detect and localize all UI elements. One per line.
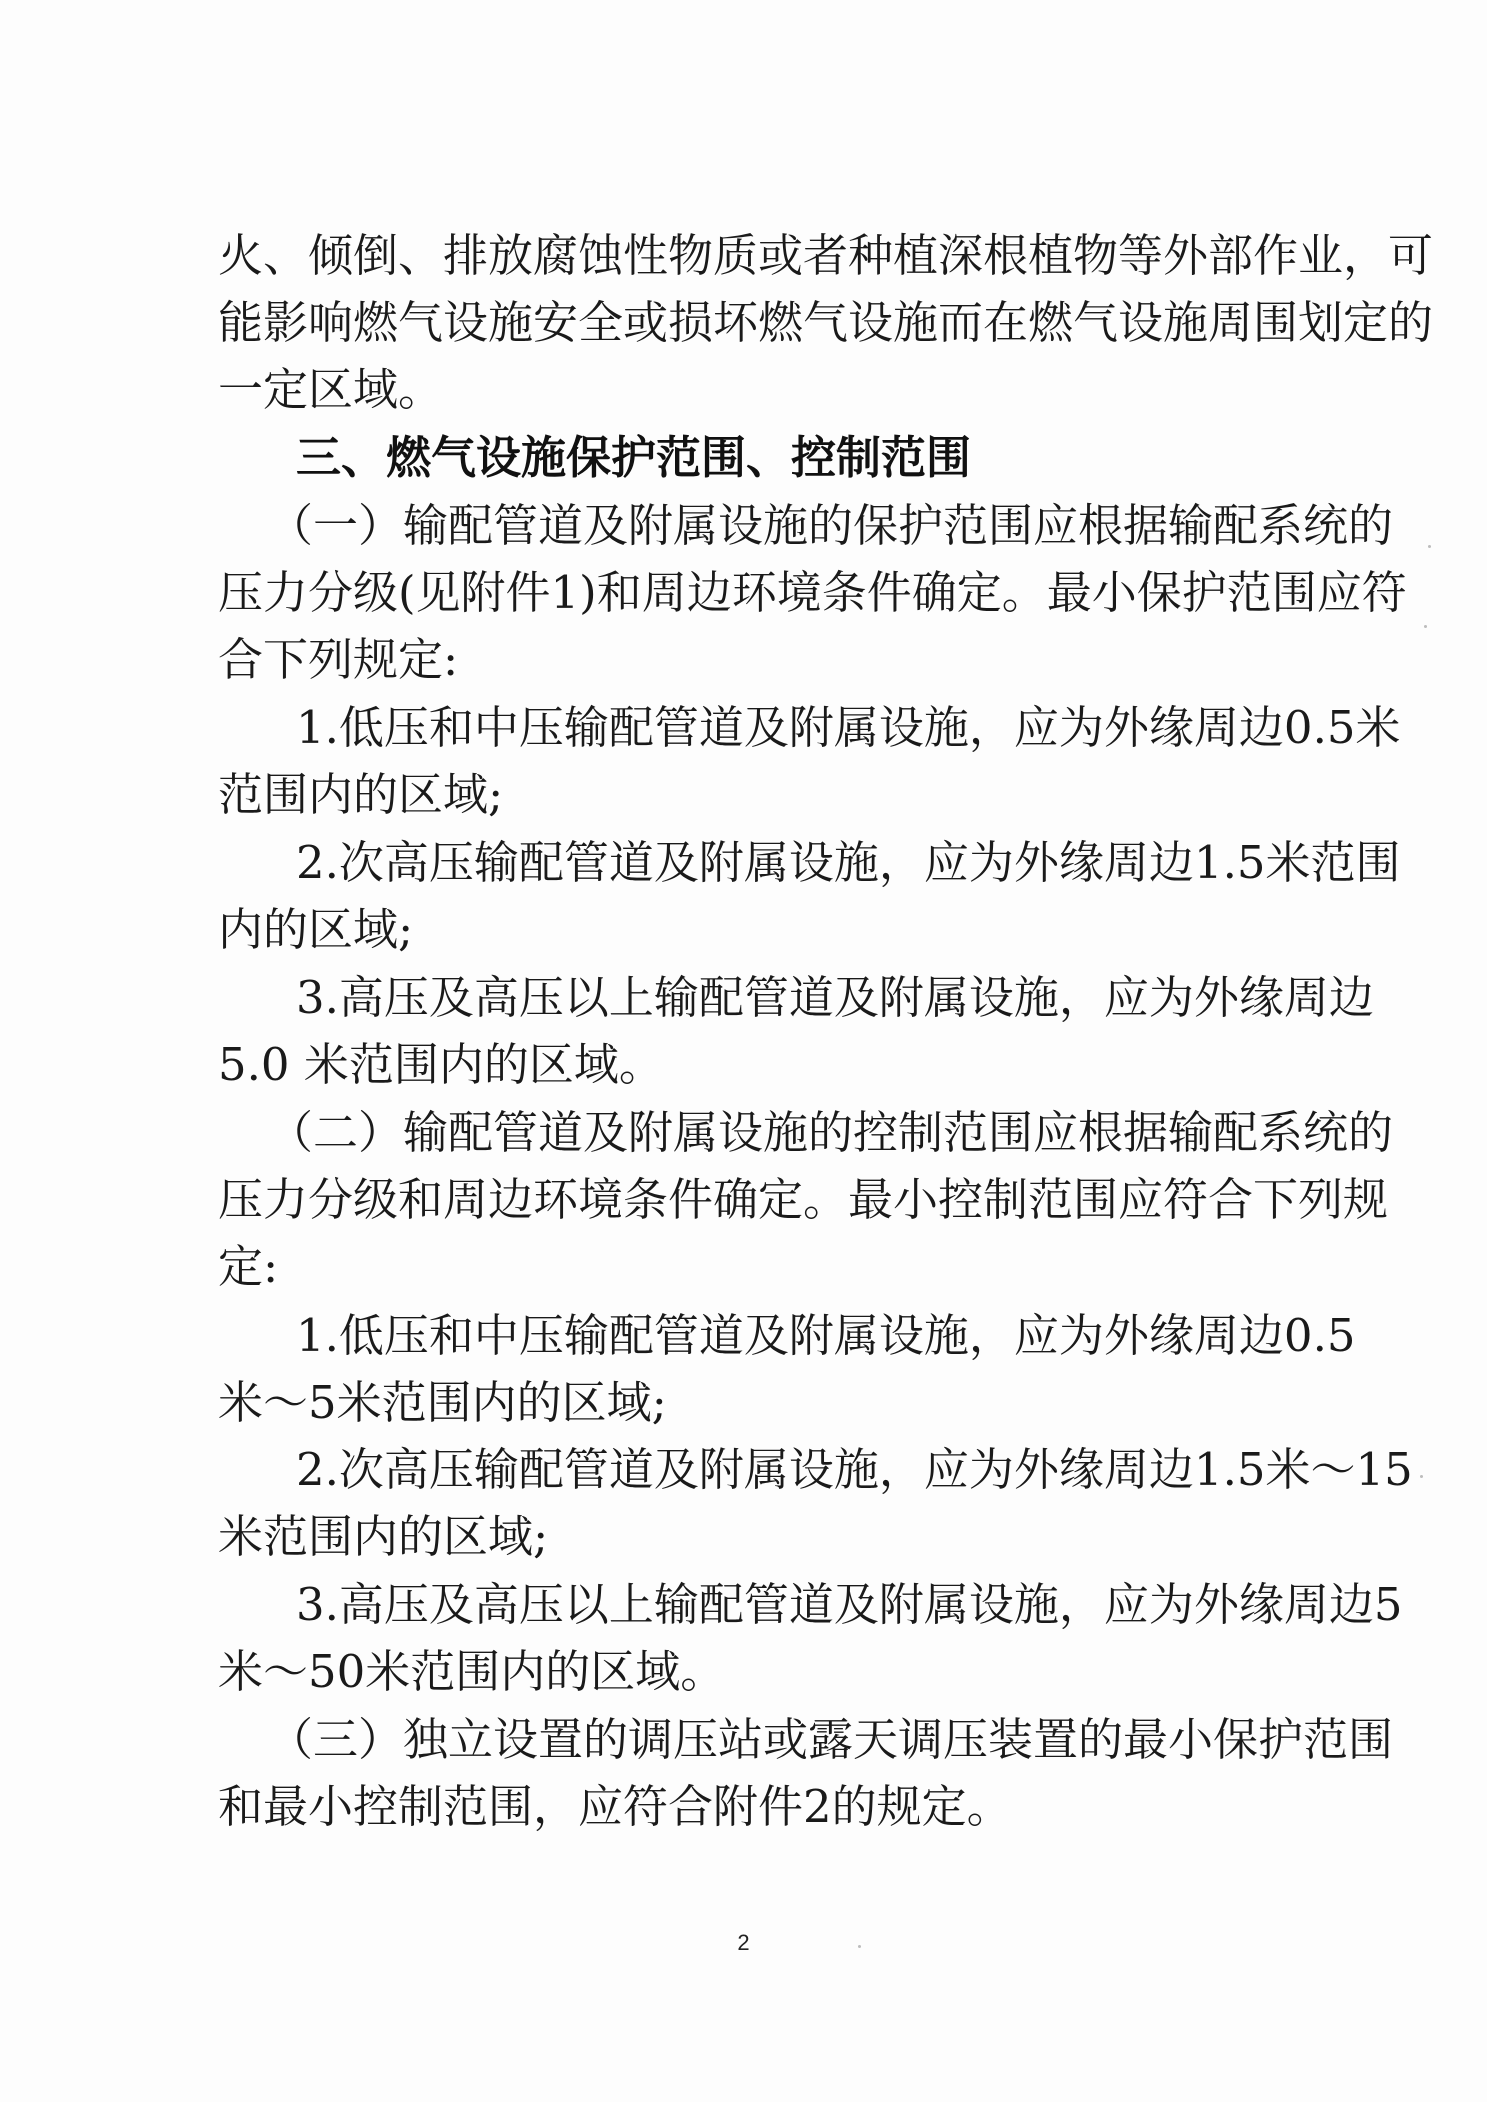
body-line: （二）输配管道及附属设施的控制范围应根据输配系统的 (268, 1106, 1394, 1159)
body-line: 5.0 米范围内的区域。 (218, 1038, 664, 1091)
scan-speck (1424, 625, 1427, 628)
body-line: （一）输配管道及附属设施的保护范围应根据输配系统的 (268, 499, 1394, 552)
body-line: 压力分级(见附件1)和周边环境条件确定。最小保护范围应符 (218, 566, 1407, 619)
body-line: 能影响燃气设施安全或损坏燃气设施而在燃气设施周围划定的 (218, 296, 1434, 349)
body-line: 定: (218, 1240, 279, 1293)
body-line: 米范围内的区域; (218, 1510, 549, 1563)
body-line: 压力分级和周边环境条件确定。最小控制范围应符合下列规 (218, 1173, 1389, 1226)
body-line: 3.高压及高压以上输配管道及附属设施，应为外缘周边 (296, 971, 1374, 1024)
body-line: 米～50米范围内的区域。 (218, 1645, 726, 1698)
body-line: 火、倾倒、排放腐蚀性物质或者种植深根植物等外部作业，可 (218, 229, 1434, 282)
body-line: 内的区域; (218, 903, 414, 956)
body-line: 2.次高压输配管道及附属设施，应为外缘周边1.5米～15 (296, 1443, 1413, 1496)
scan-speck (1420, 1475, 1423, 1478)
body-line: 1.低压和中压输配管道及附属设施，应为外缘周边0.5米 (296, 701, 1401, 754)
body-line: 合下列规定: (218, 633, 459, 686)
scan-speck (858, 1945, 861, 1948)
body-line: 范围内的区域; (218, 768, 504, 821)
body-line: 一定区域。 (218, 363, 444, 416)
body-line: 3.高压及高压以上输配管道及附属设施，应为外缘周边5 (296, 1578, 1403, 1631)
body-line: 和最小控制范围，应符合附件2的规定。 (218, 1780, 1012, 1833)
page-number: 2 (737, 1930, 750, 1955)
body-line: 米～5米范围内的区域; (218, 1376, 667, 1429)
body-line: 1.低压和中压输配管道及附属设施，应为外缘周边0.5 (296, 1309, 1356, 1362)
body-line: 2.次高压输配管道及附属设施，应为外缘周边1.5米范围 (296, 836, 1401, 889)
scan-speck (1428, 545, 1431, 548)
body-line: （三）独立设置的调压站或露天调压装置的最小保护范围 (268, 1713, 1394, 1766)
section-heading: 三、燃气设施保护范围、控制范围 (296, 431, 972, 484)
